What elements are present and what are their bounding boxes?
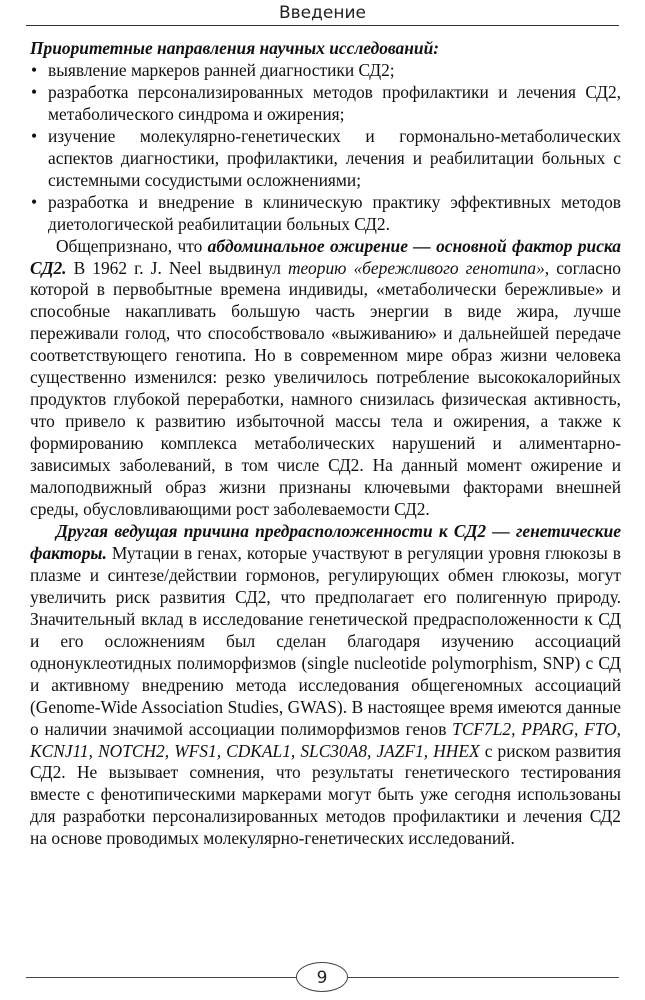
emphasis-genetics: Другая ведущая причина предрасположенности к СД2 — генетические факторы. [30, 520, 621, 563]
paragraph-obesity [30, 236, 621, 521]
running-header [0, 0, 645, 26]
emphasis-obesity: абдоминальное ожирение — основной фактор риска СД2. [30, 235, 621, 278]
list-item: • выявление маркеров ранней диагностики СД2; [30, 60, 621, 82]
paragraph-text: с риском развития СД2. Не вызывает сомнения, что результаты генетического тестирования вместе с фенотипическими маркерами могут быть уже сегодня использованы для разработки персонализированных методов профилактики и лечения СД2 на основе проводимых молекулярно-генетических исследований. [30, 740, 622, 849]
page-body [30, 38, 621, 850]
page-number: 9 [316, 968, 328, 988]
list-item: • разработка персонализированных методов профилактики и лечения СД2, метаболического синдрома и ожирения; [30, 82, 621, 126]
paragraph-lead: Общепризнано, что [56, 235, 208, 256]
running-header-title: Введение [279, 3, 366, 23]
page-footer [0, 958, 645, 992]
paragraph-text: Мутации в генах, которые участвуют в регуляции уровня глюкозы в плазме и синтезе/действии гормонов, регулирующих обмен глюкозы, могут увеличить риск развития СД2, что предполагает его полигенную природу. Значительный вклад в исследование генетической предрасположенности к СД и его осложнениям был сделан благодаря изучению ассоциаций однонуклеотидных полиморфизмов (single nucleotide polymorphism, SNP) с СД и активному внедрению метода исследования общегеномных ассоциаций (Genome-Wide Association Studies, GWAS). В настоящее время имеются данные о наличии значимой ассоциации полиморфизмов генов [30, 542, 621, 739]
priority-list [30, 60, 621, 236]
list-item: • разработка и внедрение в клиническую практику эффективных методов диетологической реабилитации больных СД2. [30, 192, 621, 236]
list-item: • изучение молекулярно-генетических и гормонально-метаболических аспектов диагностики, профилактики, лечения и реабилитации больных с системными сосудистыми осложнениями; [30, 126, 621, 192]
header-rule [26, 25, 619, 26]
gene-list: TCF7L2, PPARG, FTO, KCNJ11, NOTCH2, WFS1, CDKAL1, SLC30A8, JAZF1, HHEX [30, 718, 621, 761]
theory-name: теорию «бережливого генотипа» [288, 257, 545, 278]
section-heading: Приоритетные направления научных исследований: [30, 38, 440, 58]
page-number-badge [296, 962, 348, 992]
paragraph-text: , согласно которой в первобытные времена индивиды, «метаболически бережливые» и способные накапливать большую часть энергии в виде жира, лучше переживали голод, что способствовало «выживанию» и дальнейшей передаче соответствующего генотипа. Но в современном мире образ жизни человека существенно изменился: резко увеличилось потребление высококалорийных продуктов глубокой переработки, намного снизилась физическая активность, что привело к развитию избыточной массы тела и ожирения, а также к формированию комплекса метаболических нарушений и алиментарно-зависимых заболеваний, в том числе СД2. На данный момент ожирение и малоподвижный образ жизни признаны ключевыми факторами внешней среды, обусловливающими рост заболеваемости СД2. [30, 257, 621, 520]
paragraph-genetics [30, 521, 621, 850]
paragraph-text: В 1962 г. J. Neel выдвинул [66, 257, 288, 278]
